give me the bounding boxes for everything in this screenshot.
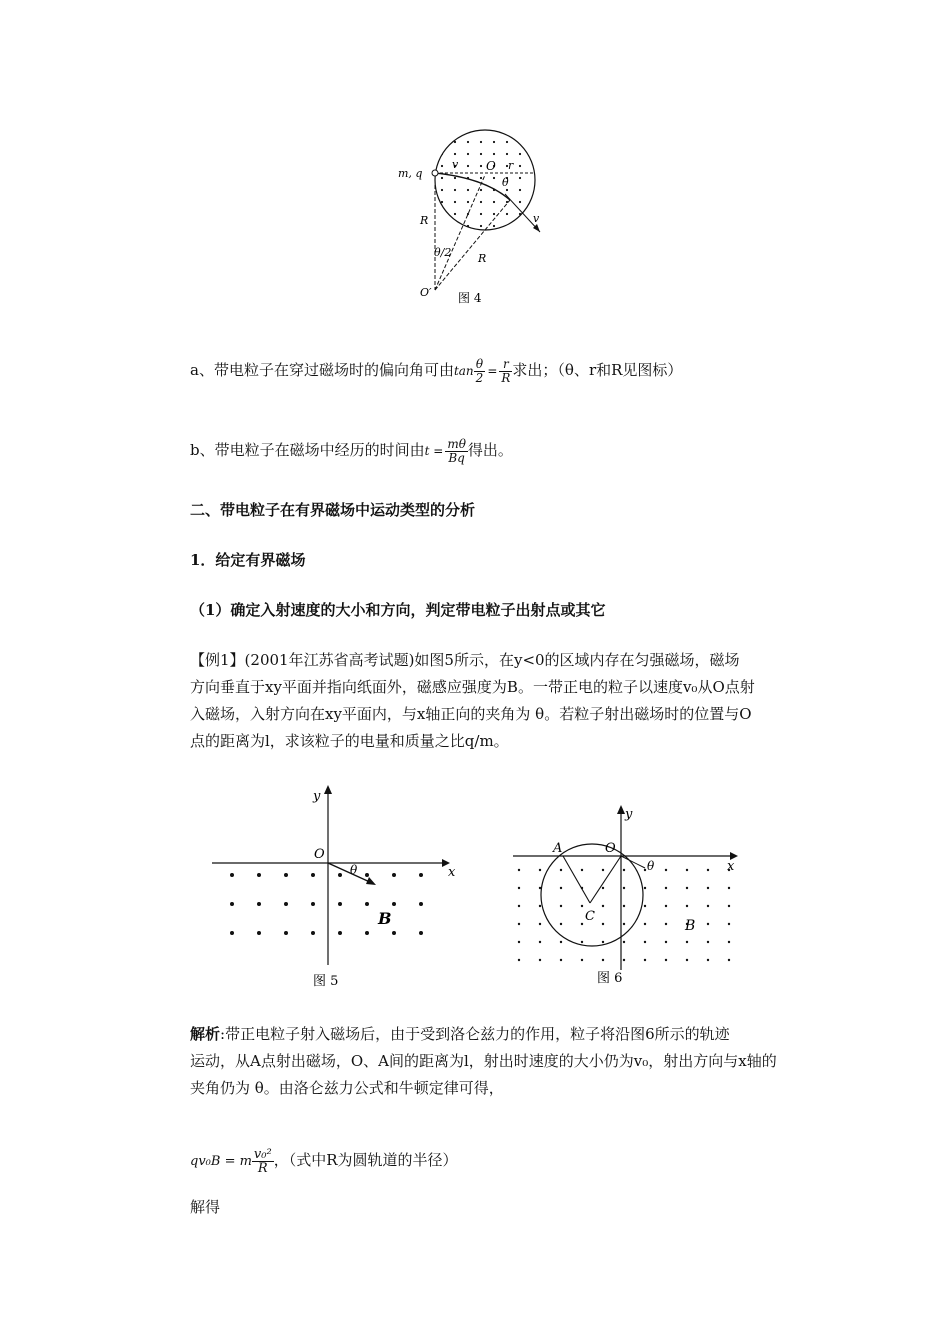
field-dot — [518, 905, 520, 907]
field-dot — [665, 941, 667, 943]
field-dot — [493, 201, 495, 203]
field-dot — [454, 153, 456, 155]
field-dot — [506, 189, 508, 191]
field-dot — [728, 887, 730, 889]
field-dot — [441, 213, 443, 215]
item-b-suffix: 得出。 — [467, 441, 513, 459]
field-dot — [454, 141, 456, 143]
example-1-line-3: 入磁场，入射方向在xy平面内，与x轴正向的夹角为 θ。若粒子射出磁场时的位置与O — [190, 705, 752, 723]
item-a-frac2 — [499, 358, 512, 385]
fig5-label-B: B — [378, 909, 392, 928]
field-dot — [686, 869, 688, 871]
fig6-radius-O — [590, 856, 621, 903]
item-a-eq: = — [487, 364, 498, 378]
field-dot — [519, 213, 521, 215]
field-dot — [623, 941, 625, 943]
field-dot — [480, 177, 482, 179]
field-dot — [480, 213, 482, 215]
field-dot — [686, 941, 688, 943]
field-dot — [560, 887, 562, 889]
item-a — [190, 356, 682, 385]
analysis-line-2: 运动，从A点射出磁场，O、A间的距离为l，射出时速度的大小仍为v₀，射出方向与x轴的 — [190, 1052, 777, 1070]
field-dot — [665, 905, 667, 907]
field-dot — [467, 153, 469, 155]
radius-right — [435, 200, 510, 290]
fig5-y-arrow — [324, 785, 332, 794]
figure-4 — [390, 120, 560, 310]
field-dot — [230, 931, 234, 935]
analysis-line-1-text: :带正电粒子射入磁场后，由于受到洛仑兹力的作用，粒子将沿图6所示的轨迹 — [220, 1025, 730, 1043]
field-dot — [230, 902, 234, 906]
field-dot — [257, 931, 261, 935]
field-dot — [602, 887, 604, 889]
field-dot — [644, 959, 646, 961]
field-dot — [686, 905, 688, 907]
field-dot — [480, 225, 482, 227]
field-dot — [480, 189, 482, 191]
field-dot — [728, 959, 730, 961]
field-dot — [284, 873, 288, 877]
field-dot — [728, 923, 730, 925]
fig6-velocity-line — [621, 856, 645, 868]
item-a-frac2-num: r — [499, 358, 512, 372]
field-dot — [539, 941, 541, 943]
field-dot — [602, 941, 604, 943]
field-dot — [518, 887, 520, 889]
field-dot — [392, 873, 396, 877]
field-dot — [623, 923, 625, 925]
fig5-velocity-arrow — [366, 877, 376, 885]
field-dot — [623, 887, 625, 889]
fig6-label-x: x — [727, 859, 735, 874]
analysis-line-3: 夹角仍为 θ。由洛仑兹力公式和牛顿定律可得， — [190, 1079, 504, 1097]
equation-lhs: qv₀B = m — [190, 1154, 252, 1169]
fig6-label-A: A — [553, 841, 563, 856]
field-dot — [365, 873, 369, 877]
bisector — [435, 175, 485, 290]
item-a-tan: tan — [453, 364, 474, 378]
field-dot — [644, 869, 646, 871]
field-dot — [480, 165, 482, 167]
field-dot — [644, 905, 646, 907]
field-dot — [707, 959, 709, 961]
field-dot — [419, 873, 423, 877]
fig4-caption: 图 4 — [458, 291, 482, 305]
item-a-frac1 — [474, 358, 486, 385]
fig4-label-half: θ/2 — [434, 246, 452, 259]
field-dot — [419, 931, 423, 935]
fig5-caption: 图 5 — [313, 974, 339, 989]
field-dot — [623, 959, 625, 961]
field-dot — [644, 941, 646, 943]
field-dot — [665, 959, 667, 961]
field-dot — [230, 873, 234, 877]
field-dot — [441, 201, 443, 203]
field-dot — [493, 141, 495, 143]
item-a-frac2-den: R — [501, 370, 511, 385]
field-dot — [602, 905, 604, 907]
solve-label: 解得 — [190, 1198, 221, 1216]
field-dot — [441, 177, 443, 179]
field-dot — [602, 923, 604, 925]
field-dot — [707, 905, 709, 907]
field-dot — [686, 959, 688, 961]
field-dot — [480, 201, 482, 203]
fig4-label-theta: θ — [502, 176, 509, 189]
equation-note: ，（式中R为圆轨道的半径） — [273, 1151, 458, 1169]
fig6-label-y: y — [625, 807, 633, 822]
heading-section-2: 二、带电粒子在有界磁场中运动类型的分析 — [190, 501, 476, 519]
fig4-label-v-out: v — [533, 212, 540, 225]
item-a-suffix: 求出；（θ、r和R见图标） — [512, 361, 683, 379]
fig6-label-B: B — [685, 918, 696, 934]
field-dot — [311, 931, 315, 935]
field-dot — [665, 887, 667, 889]
heading-subsubsection-1: （1）确定入射速度的大小和方向，判定带电粒子出射点或其它 — [190, 601, 606, 619]
fig6-caption: 图 6 — [597, 971, 623, 986]
field-dot — [602, 959, 604, 961]
field-dot — [519, 225, 521, 227]
fig5-label-O: O — [314, 847, 325, 862]
item-b-frac-den: Bq — [448, 450, 465, 465]
field-dot — [441, 225, 443, 227]
field-dot — [519, 165, 521, 167]
item-b-prefix: b、带电粒子在磁场中经历的时间由 — [190, 441, 425, 459]
field-dot — [454, 225, 456, 227]
field-dot — [581, 905, 583, 907]
field-dot — [506, 141, 508, 143]
field-dot — [392, 902, 396, 906]
equation-frac-num: v₀² — [253, 1146, 272, 1162]
example-1-line-2: 方向垂直于xy平面并指向纸面外，磁感应强度为B。一带正电的粒子以速度v₀从O点射 — [190, 678, 755, 696]
field-dot — [560, 959, 562, 961]
field-dot — [519, 177, 521, 179]
field-dot — [707, 923, 709, 925]
field-dot — [686, 887, 688, 889]
fig4-label-R-left: R — [420, 214, 429, 227]
field-dot — [665, 923, 667, 925]
field-dot — [728, 905, 730, 907]
item-a-frac1-num: θ — [474, 358, 486, 372]
fig6-radius-A — [563, 856, 590, 903]
field-dot — [441, 165, 443, 167]
fig6-label-C: C — [585, 909, 595, 924]
fig4-label-Oprime: O′ — [420, 286, 432, 299]
field-dot — [467, 201, 469, 203]
figure-6 — [505, 800, 745, 990]
field-dot — [623, 905, 625, 907]
field-dot — [560, 905, 562, 907]
field-dot — [519, 201, 521, 203]
field-dot — [338, 902, 342, 906]
field-dot — [365, 931, 369, 935]
field-dot — [392, 931, 396, 935]
fig4-label-r: r — [508, 159, 514, 172]
field-dot — [519, 153, 521, 155]
fig4-label-mq: m, q — [398, 167, 423, 180]
field-dot — [623, 869, 625, 871]
field-dot — [493, 153, 495, 155]
field-dot — [454, 177, 456, 179]
field-dot — [441, 141, 443, 143]
particle — [432, 170, 438, 176]
field-dot — [665, 869, 667, 871]
field-dot — [644, 887, 646, 889]
example-1-line-4: 点的距离为l，求该粒子的电量和质量之比q/m。 — [190, 732, 509, 750]
field-dot — [602, 869, 604, 871]
equation-frac — [252, 1148, 274, 1175]
field-dot — [338, 931, 342, 935]
fig5-label-x: x — [448, 865, 456, 880]
field-dot — [518, 869, 520, 871]
analysis-label: 解析 — [190, 1025, 221, 1043]
item-a-frac1-den: 2 — [475, 370, 484, 385]
fig6-label-O: O — [605, 841, 616, 856]
item-b-frac — [445, 438, 468, 465]
field-dot — [707, 869, 709, 871]
field-dot — [581, 959, 583, 961]
field-dot — [338, 873, 342, 877]
field-dot — [518, 959, 520, 961]
field-dot — [454, 213, 456, 215]
field-dot — [728, 941, 730, 943]
field-dot — [644, 923, 646, 925]
field-dot — [581, 923, 583, 925]
field-dot — [454, 201, 456, 203]
field-dot — [519, 189, 521, 191]
field-dot — [467, 189, 469, 191]
field-dot — [284, 931, 288, 935]
equation — [190, 1146, 458, 1176]
field-dot — [539, 959, 541, 961]
trajectory — [435, 173, 510, 200]
field-dot — [707, 941, 709, 943]
field-dot — [493, 225, 495, 227]
field-dot — [707, 887, 709, 889]
field-dot — [311, 873, 315, 877]
field-dot — [419, 902, 423, 906]
fig4-label-O: O — [486, 159, 496, 173]
field-dot — [311, 902, 315, 906]
field-dot — [518, 923, 520, 925]
fig5-label-y: y — [313, 789, 321, 804]
field-dot — [493, 213, 495, 215]
heading-subsection-1: 1．给定有界磁场 — [190, 551, 306, 569]
field-dot — [539, 923, 541, 925]
field-dot — [493, 177, 495, 179]
equation-frac-den: R — [257, 1160, 268, 1176]
field-dot — [506, 213, 508, 215]
field-dot — [539, 869, 541, 871]
item-b-lhs: t = — [424, 444, 444, 458]
field-dot — [284, 902, 288, 906]
item-b-frac-num: mθ — [447, 436, 466, 451]
field-dot — [506, 153, 508, 155]
field-dot — [539, 905, 541, 907]
field-dot — [518, 941, 520, 943]
fig4-label-v-inner: v — [452, 158, 459, 171]
field-dot — [365, 902, 369, 906]
fig5-label-theta: θ — [350, 863, 358, 877]
analysis-line-1 — [190, 1020, 730, 1048]
field-dot — [560, 941, 562, 943]
fig4-label-R-right: R — [478, 252, 487, 265]
fig6-label-theta: θ — [647, 859, 655, 873]
item-a-prefix: a、带电粒子在穿过磁场时的偏向角可由 — [190, 361, 454, 379]
field-dot — [257, 902, 261, 906]
field-dot — [257, 873, 261, 877]
field-dot — [467, 165, 469, 167]
field-dot — [467, 141, 469, 143]
field-dot — [480, 141, 482, 143]
field-dot — [560, 869, 562, 871]
field-dot — [441, 189, 443, 191]
item-b — [190, 436, 513, 465]
field-dot — [560, 923, 562, 925]
fig6-y-arrow — [617, 805, 625, 814]
field-dot — [581, 941, 583, 943]
field-dot — [480, 153, 482, 155]
example-1-line-1: 【例1】(2001年江苏省高考试题)如图5所示，在y<0的区域内存在匀强磁场，磁场 — [190, 651, 740, 669]
figure-5 — [200, 780, 470, 995]
field-dot — [454, 189, 456, 191]
field-dot — [581, 869, 583, 871]
